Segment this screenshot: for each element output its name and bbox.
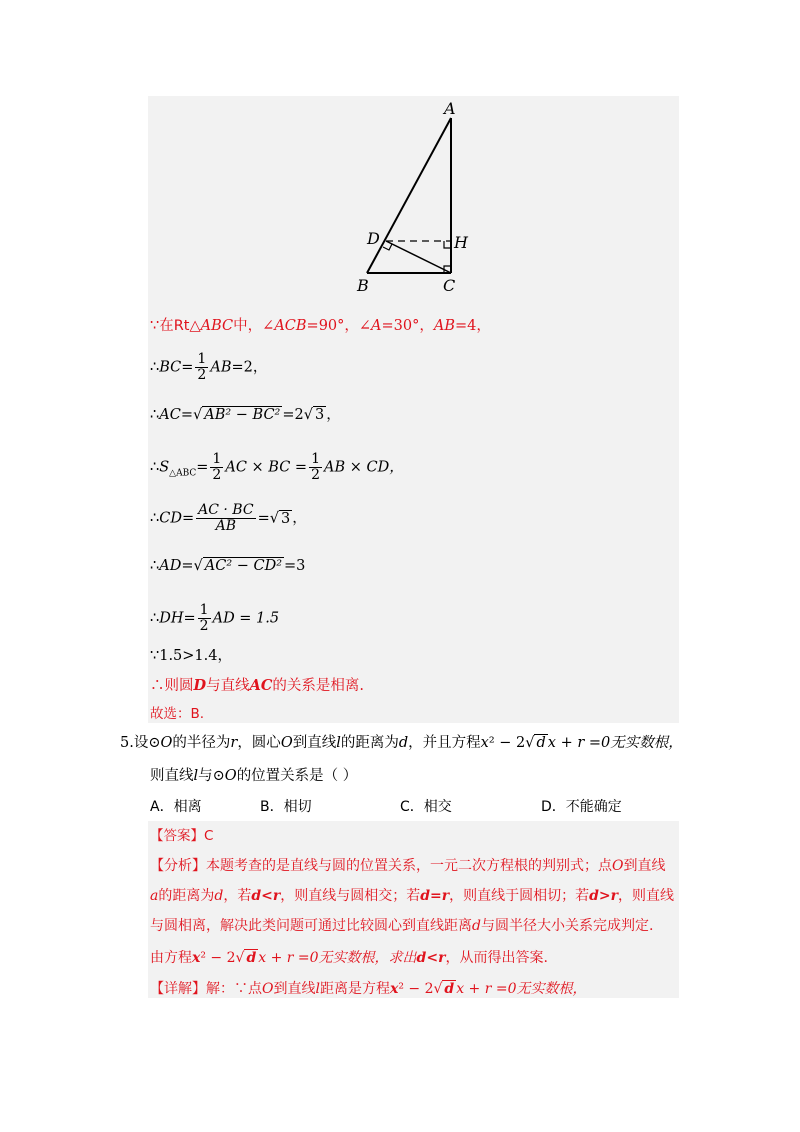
analysis-line-4: 由方程x² − 2√ d x + r =0无实数根，求出d<r，从而得出答案. (150, 950, 548, 966)
solution-line-5: ∴CD= $\frac{AC \cdot BC}{AB}$ =√ 3 ， (150, 502, 307, 534)
segment-cd (386, 241, 451, 273)
label-a: A (444, 99, 456, 118)
question-line-1: 5.设⊙O的半径为r，圆心O到直线l的距离为d，并且方程x² − 2√ d x + r =0无实数根， (120, 735, 683, 751)
analysis-line-1: 【分析】本题考查的是直线与圆的位置关系，一元二次方程根的判别式；点O到直线 (150, 858, 666, 874)
option-d[interactable]: D．不能确定 (541, 799, 622, 815)
detail-line: 【详解】解：∵点O到直线l距离是方程x² − 2√ d x + r =0无实数根， (150, 981, 587, 997)
solution-line-8: ∵1.5>1.4， (150, 648, 232, 664)
answer-line: 【答案】C (150, 828, 214, 844)
fraction: $\frac{1}{2}$ (199, 602, 209, 634)
solution-line-2: ∴BC= $\frac{1}{2}$ AB=2， (150, 351, 268, 383)
analysis-line-2: a的距离为d，若d<r，则直线与圆相交；若d=r，则直线于圆相切；若d>r，则直线 (150, 888, 675, 904)
option-a[interactable]: A．相离 (150, 799, 202, 815)
fraction: $\frac{1}{2}$ (197, 351, 207, 383)
label-h: H (454, 233, 468, 252)
segment-ab (367, 118, 451, 273)
analysis-line-3: 与圆相离，解决此类问题可通过比较圆心到直线距离d与圆半径大小关系完成判定. (150, 918, 654, 934)
solution-line-4: $\therefore S_{\triangle ABC}=$ $\frac{1}{2}$ AC × BC = $\frac{1}{2}$ AB × CD， (150, 451, 404, 483)
fraction: $\frac{1}{2}$ (212, 451, 222, 483)
triangle-figure (340, 96, 490, 296)
solution-line-10: 故选：B. (150, 706, 205, 722)
fraction: $\frac{AC \cdot BC}{AB}$ (198, 502, 254, 534)
right-angle-d (383, 244, 392, 250)
option-c[interactable]: C．相交 (400, 799, 452, 815)
question-line-2: 则直线l与⊙O的位置关系是（ ） (150, 768, 358, 784)
label-c: C (443, 276, 456, 295)
option-b[interactable]: B．相切 (260, 799, 312, 815)
solution-line-7: ∴DH= $\frac{1}{2}$ AD = 1.5 (150, 602, 280, 634)
solution-line-1: ∵在Rt△ABC中，∠ACB=90°，∠A=30°，AB=4， (150, 318, 491, 334)
answer-panel (148, 821, 679, 998)
right-angle-h (444, 241, 451, 248)
fraction: $\frac{1}{2}$ (311, 451, 320, 483)
label-d: D (367, 229, 380, 248)
solution-line-9: ∴则圆D与直线AC的关系是相离. (150, 677, 364, 694)
solution-line-3: ∴AC=√ AB² − BC² =2√ 3 ， (150, 407, 341, 423)
solution-line-6: ∴AD=√ AC² − CD² =3 (150, 558, 306, 574)
label-b: B (357, 276, 369, 295)
